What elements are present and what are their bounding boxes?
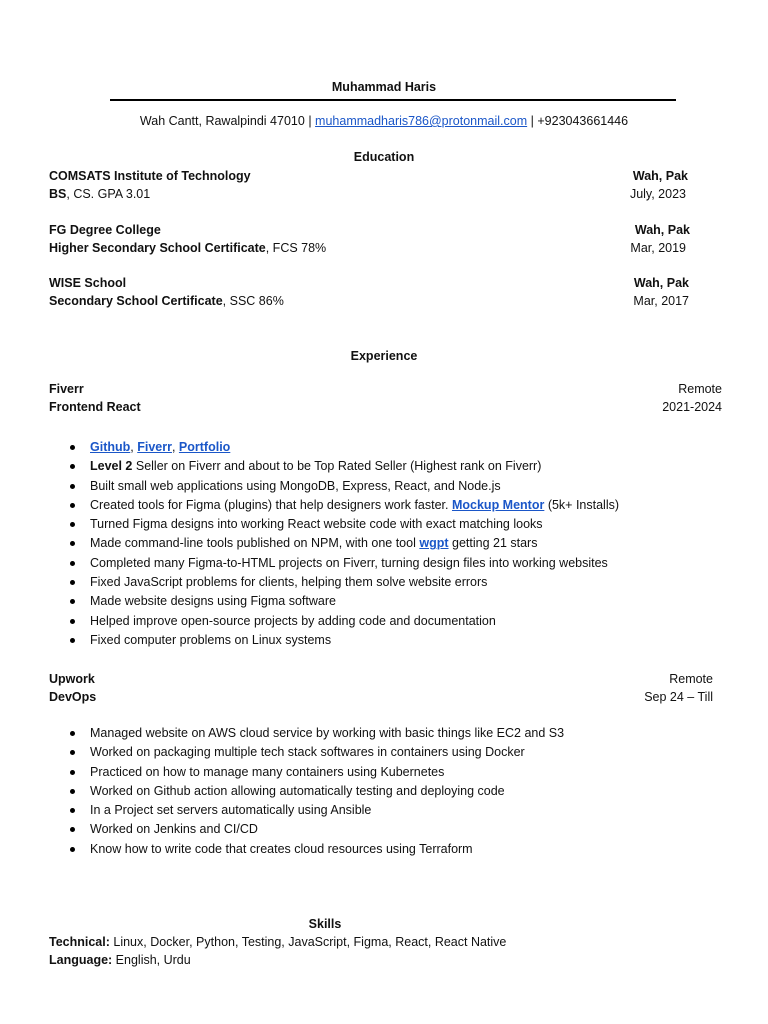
bullet-text: Worked on packaging multiple tech stack softwares in containers using Docker bbox=[90, 745, 525, 760]
list-item bbox=[64, 595, 619, 614]
portfolio-link[interactable]: Portfolio bbox=[178, 440, 231, 454]
list-item bbox=[64, 460, 619, 479]
wgpt-link[interactable]: wgpt bbox=[419, 536, 449, 551]
bullet-text: Helped improve open-source projects by adding code and documentation bbox=[90, 613, 496, 628]
header-divider bbox=[110, 99, 676, 101]
skills-value: Linux, Docker, Python, Testing, JavaScript, Figma, React, React Native bbox=[109, 935, 507, 949]
upwork-bullets bbox=[64, 727, 564, 862]
list-item bbox=[64, 480, 619, 499]
bullet-text: Know how to write code that creates cloud resources using Terraform bbox=[90, 841, 473, 856]
mockup-mentor-link[interactable]: Mockup Mentor bbox=[451, 497, 545, 512]
job-role: DevOps bbox=[49, 690, 97, 704]
list-item bbox=[64, 499, 619, 518]
list-item bbox=[64, 634, 619, 653]
contact-phone: +923043661446 bbox=[537, 114, 629, 128]
email-link[interactable]: muhammadharis786@protonmail.com bbox=[315, 114, 528, 128]
edu-degree-line bbox=[49, 295, 284, 308]
bullet-text: Worked on Github action allowing automatically testing and deploying code bbox=[90, 783, 505, 798]
contact-line bbox=[0, 115, 768, 128]
education-heading: Education bbox=[353, 150, 415, 164]
list-item bbox=[64, 537, 619, 556]
job-company: Fiverr bbox=[49, 382, 84, 396]
bullet-text: Managed website on AWS cloud service by working with basic things like EC2 and S3 bbox=[90, 726, 565, 740]
bullet-text: Fixed computer problems on Linux systems bbox=[90, 632, 332, 647]
skills-value: English, Urdu bbox=[112, 953, 191, 967]
bullet-text: Completed many Figma-to-HTML projects on Fiverr, turning design files into working websites bbox=[90, 555, 608, 570]
skills-label: Language: bbox=[49, 953, 113, 967]
edu-place: Wah, Pak bbox=[634, 223, 690, 237]
contact-location: Wah Cantt, Rawalpindi 47010 bbox=[139, 114, 305, 128]
skills-heading: Skills bbox=[308, 917, 342, 931]
bullet-text: Made website designs using Figma software bbox=[90, 594, 336, 609]
contact-separator: | bbox=[530, 114, 534, 128]
list-item bbox=[64, 766, 564, 785]
job-location: Remote bbox=[669, 672, 713, 686]
list-item bbox=[64, 843, 564, 862]
edu-detail: , SSC 86% bbox=[222, 294, 284, 308]
job-period: Sep 24 – Till bbox=[644, 690, 713, 704]
fiverr-link[interactable]: Fiverr bbox=[137, 440, 172, 454]
list-item bbox=[64, 576, 619, 595]
list-item bbox=[64, 557, 619, 576]
list-item bbox=[64, 441, 619, 460]
skills-label: Technical: bbox=[49, 935, 110, 949]
edu-detail: , CS. GPA 3.01 bbox=[66, 187, 151, 201]
bullet-text: Built small web applications using MongoDB, Express, React, and Node.js bbox=[90, 478, 501, 493]
skills-language bbox=[49, 954, 191, 967]
edu-school: FG Degree College bbox=[49, 223, 161, 237]
bullet-text: Practiced on how to manage many containers using Kubernetes bbox=[90, 764, 445, 779]
list-item bbox=[64, 823, 564, 842]
link-separator: , bbox=[171, 440, 179, 454]
edu-degree-line bbox=[49, 242, 326, 255]
bullet-text: Turned Figma designs into working React website code with exact matching looks bbox=[90, 517, 543, 532]
skills-technical bbox=[49, 936, 506, 949]
list-item bbox=[64, 785, 564, 804]
bullet-text: Seller on Fiverr and about to be Top Rated Seller (Highest rank on Fiverr) bbox=[132, 459, 542, 474]
edu-degree: Secondary School Certificate bbox=[49, 294, 223, 308]
github-link[interactable]: Github bbox=[90, 440, 131, 454]
edu-degree: BS bbox=[49, 187, 67, 201]
list-item bbox=[64, 615, 619, 634]
link-separator: , bbox=[130, 440, 138, 454]
edu-school: WISE School bbox=[49, 276, 127, 290]
edu-degree-line bbox=[49, 188, 150, 201]
bullet-text: Worked on Jenkins and CI/CD bbox=[90, 822, 258, 837]
edu-date: Mar, 2019 bbox=[630, 241, 686, 255]
job-company: Upwork bbox=[49, 672, 95, 686]
edu-place: Wah, Pak bbox=[632, 169, 688, 183]
bullet-text: Made command-line tools published on NPM, with one tool bbox=[90, 536, 420, 551]
job-period: 2021-2024 bbox=[662, 400, 722, 414]
job-role: Frontend React bbox=[49, 400, 141, 414]
edu-detail: , FCS 78% bbox=[265, 241, 327, 255]
bullet-text: Fixed JavaScript problems for clients, helping them solve website errors bbox=[90, 575, 488, 590]
list-item bbox=[64, 804, 564, 823]
bullet-text: (5k+ Installs) bbox=[544, 497, 620, 512]
list-item bbox=[64, 518, 619, 537]
edu-date: July, 2023 bbox=[629, 187, 686, 201]
edu-degree: Higher Secondary School Certificate bbox=[49, 241, 266, 255]
list-item bbox=[64, 746, 564, 765]
edu-school: COMSATS Institute of Technology bbox=[49, 169, 251, 183]
edu-date: Mar, 2017 bbox=[633, 294, 689, 308]
bullet-text: getting 21 stars bbox=[448, 536, 538, 551]
list-item bbox=[64, 727, 564, 746]
experience-heading: Experience bbox=[350, 349, 418, 363]
fiverr-bullets bbox=[64, 441, 619, 653]
contact-separator: | bbox=[308, 114, 312, 128]
edu-place: Wah, Pak bbox=[633, 276, 689, 290]
bullet-text: Created tools for Figma (plugins) that help designers work faster. bbox=[90, 497, 452, 512]
job-location: Remote bbox=[678, 382, 722, 396]
resume-name: Muhammad Haris bbox=[331, 80, 437, 94]
bullet-text: In a Project set servers automatically using Ansible bbox=[90, 803, 372, 818]
bullet-bold: Level 2 bbox=[90, 459, 133, 474]
